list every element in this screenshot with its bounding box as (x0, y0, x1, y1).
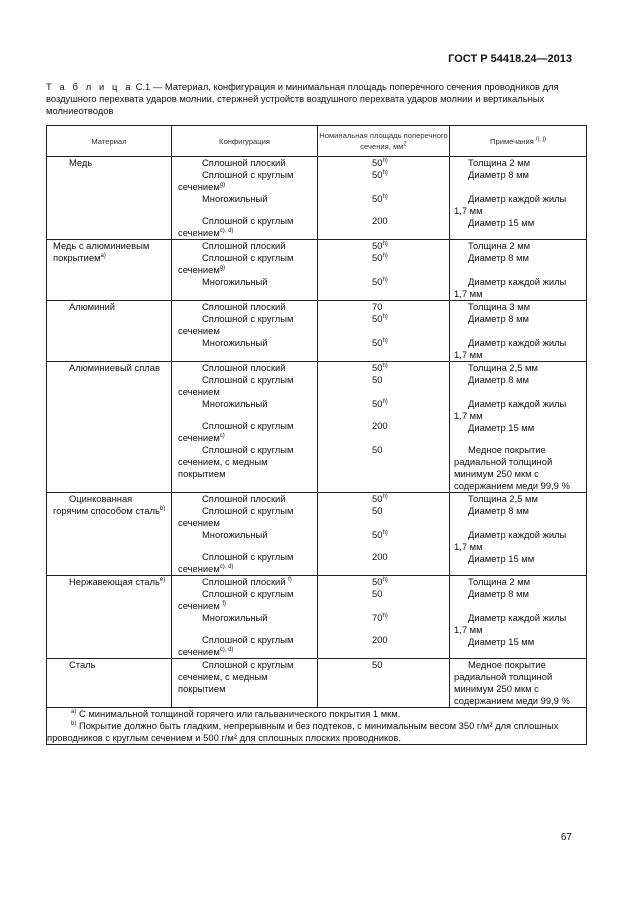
header-configuration: Конфигурация (172, 126, 318, 157)
table-row (47, 301, 587, 362)
material-cell: Оцинкованная горячим способом сталь$^{b)}$ (47, 493, 172, 576)
header-area: Номинальная площадь поперечного сечения, $мм^2$ (318, 126, 450, 157)
footnote: $^{b)}$ Покрытие должно быть гладким, непрерывным и без подтеков, с минимальным весом 350 г/м² для сплошных проводников с круглым сечением и 500 г/м² для сплошных плоских проводников. (47, 720, 559, 743)
footnote: $^{a)}$ С минимальной толщиной горячего или гальванического покрытия 1 мкм. (71, 708, 401, 719)
area-cell: 50 (318, 659, 450, 708)
footnotes-row (47, 708, 587, 745)
material-cell: Алюминий (47, 301, 172, 362)
table-row (47, 157, 587, 240)
table-header-row (47, 126, 587, 157)
table-row (47, 659, 587, 708)
table-row (47, 576, 587, 659)
page-number: 67 (560, 832, 572, 843)
configuration-cell: Сплошной плоский Сплошной с круглым сечением Многожильный Сплошной с круглым сечением$^{c), d)}$ (172, 493, 318, 576)
material-cell: Медь с алюминиевым покрытием$^{a)}$ (47, 240, 172, 301)
header-material: Материал (47, 126, 172, 157)
area-cell: 50$^{h)}$ 50 70$^{h)}$ 200 (318, 576, 450, 659)
caption-text: — Материал, конфигурация и минимальная площадь поперечного сечения проводников для воздушного перехвата ударов молнии, стержней устройств воздушного перехвата ударов молнии и вертикальных молниеотводов (46, 81, 559, 116)
notes-cell: Толщина 2,5 мм Диаметр 8 мм Диаметр каждой жилы 1,7 мм Диаметр 15 мм (450, 493, 587, 576)
materials-table (46, 125, 587, 745)
material-cell: Нержавеющая сталь$^{e)}$ (47, 576, 172, 659)
area-cell: 50$^{h)}$ 50 50$^{h)}$ 200 50 (318, 362, 450, 493)
material-cell: Алюминиевый сплав (47, 362, 172, 493)
configuration-cell: Сплошной плоский Сплошной с круглым сечением Многожильный (172, 301, 318, 362)
configuration-cell: Сплошной плоский Сплошной с круглым сечением$^{g)}$ Многожильный (172, 240, 318, 301)
footnotes-cell (47, 708, 587, 745)
table-caption (46, 81, 586, 117)
configuration-cell: Сплошной плоский $^{f)}$ Сплошной с круглым сечением $^{f)}$ Многожильный Сплошной с круглым сечением$^{c), d)}$ (172, 576, 318, 659)
area-cell: 50$^{h)}$ 50$^{h)}$ 50$^{h)}$ 200 (318, 157, 450, 240)
configuration-cell: Сплошной плоский Сплошной с круглым сечением Многожильный Сплошной с круглым сечением$^{c)}$ Сплошной с круглым сечением, с медным покрытием (172, 362, 318, 493)
table-row (47, 362, 587, 493)
table-row (47, 240, 587, 301)
notes-cell: Медное покрытие радиальной толщиной минимум 250 мкм с содержанием меди 99,9 % (450, 659, 587, 708)
caption-number: С.1 (135, 81, 151, 92)
notes-cell: Толщина 2 мм Диаметр 8 мм Диаметр каждой жилы 1,7 мм Диаметр 15 мм (450, 576, 587, 659)
configuration-cell: Сплошной с круглым сечением, с медным покрытием (172, 659, 318, 708)
material-cell: Сталь (47, 659, 172, 708)
header-notes: Примечания $^{i), j)}$ (450, 126, 587, 157)
table-row (47, 493, 587, 576)
area-cell: 70 50$^{h)}$ 50$^{h)}$ (318, 301, 450, 362)
notes-cell: Толщина 2 мм Диаметр 8 мм Диаметр каждой жилы 1,7 мм Диаметр 15 мм (450, 157, 587, 240)
notes-cell: Толщина 3 мм Диаметр 8 мм Диаметр каждой жилы 1,7 мм (450, 301, 587, 362)
area-cell: 50$^{h)}$ 50$^{h)}$ 50$^{h)}$ (318, 240, 450, 301)
caption-label: Т а б л и ц а (46, 81, 134, 92)
standard-code: ГОСТ Р 54418.24—2013 (448, 53, 572, 65)
area-cell: 50$^{h)}$ 50 50$^{h)}$ 200 (318, 493, 450, 576)
notes-cell: Толщина 2,5 мм Диаметр 8 мм Диаметр каждой жилы 1,7 мм Диаметр 15 мм Медное покрытие радиальной толщиной минимум 250 мкм с содержанием меди 99,9 % (450, 362, 587, 493)
notes-cell: Толщина 2 мм Диаметр 8 мм Диаметр каждой жилы 1,7 мм (450, 240, 587, 301)
configuration-cell: Сплошной плоский Сплошной с круглым сечением$^{g)}$ Многожильный Сплошной с круглым сечением$^{c), d)}$ (172, 157, 318, 240)
material-cell: Медь (47, 157, 172, 240)
